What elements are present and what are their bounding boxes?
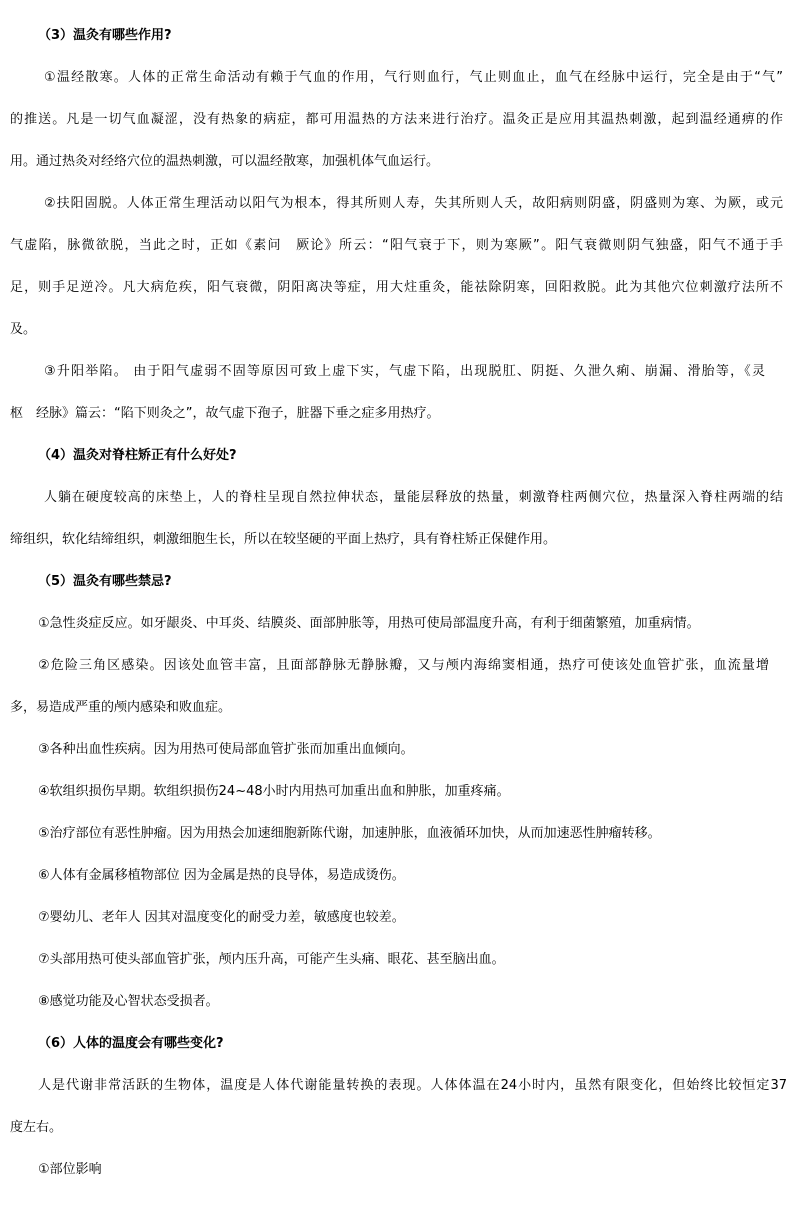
- section-3-p2-line-1: ②扶阳固脱。人体正常生理活动以阳气为根本，得其所则人寿，失其所则人夭，故阳病则阴盛，阴盛则为寒、为厥，或元: [44, 196, 783, 211]
- section-5-heading: （5）温灸有哪些禁忌?: [38, 574, 172, 589]
- section-6-p1-line-1: 人是代谢非常活跃的生物体，温度是人体代谢能量转换的表现。人体体温在24小时内，虽然有限变化，但始终比较恒定37: [38, 1078, 787, 1093]
- section-3-p2-line-2: 气虚陷，脉微欲脱，当此之时，正如《素问 厥论》所云：“阳气衰于下，则为寒厥”。阳气衰微则阴气独盛，阳气不通于手: [10, 238, 783, 253]
- contraindication-item: ③各种出血性疾病。因为用热可使局部血管扩张而加重出血倾向。: [38, 742, 414, 757]
- section-4-p1-line-2: 缔组织，软化结缔组织，刺激细胞生长，所以在较坚硬的平面上热疗，具有脊柱矫正保健作用。: [10, 532, 557, 547]
- contraindication-item: ⑤治疗部位有恶性肿瘤。因为用热会加速细胞新陈代谢，加速肿胀，血液循环加快，从而加速恶性肿瘤转移。: [38, 826, 661, 841]
- section-4-p1-line-1: 人躺在硬度较高的床垫上，人的脊柱呈现自然拉伸状态，量能层释放的热量，刺激脊柱两侧穴位，热量深入脊柱两端的结: [44, 490, 783, 505]
- section-3-p2-line-3: 足，则手足逆冷。凡大病危疾，阳气衰微，阴阳离决等症，用大炷重灸，能祛除阴寒，回阳救脱。此为其他穴位刺激疗法所不: [10, 280, 783, 295]
- section-3-p1-line-3: 用。通过热灸对经络穴位的温热刺激，可以温经散寒，加强机体气血运行。: [10, 154, 440, 169]
- section-3-p3-line-2: 枢 经脉》篇云：“陷下则灸之”，故气虚下孢子，脏器下垂之症多用热疗。: [10, 406, 440, 421]
- contraindication-item: ⑦婴幼儿、老年人 因其对温度变化的耐受力差，敏感度也较差。: [38, 910, 405, 925]
- section-3-p3-line-1: ③升阳举陷。 由于阳气虚弱不固等原因可致上虚下实，气虚下陷，出现脱肛、阴挺、久泄久痢、崩漏、滑胎等，《灵: [44, 364, 765, 379]
- contraindication-item-continued: 多，易造成严重的颅内感染和败血症。: [10, 700, 232, 715]
- section-3-p1-line-1: ①温经散寒。人体的正常生命活动有赖于气血的作用，气行则血行，气止则血止，血气在经脉中运行，完全是由于“气”: [44, 70, 783, 85]
- section-4-heading: （4）温灸对脊柱矫正有什么好处?: [38, 448, 237, 463]
- section-3-p1-line-2: 的推送。凡是一切气血凝涩，没有热象的病症，都可用温热的方法来进行治疗。温灸正是应用其温热刺激，起到温经通痹的作: [10, 112, 783, 127]
- contraindication-item: ⑦头部用热可使头部血管扩张，颅内压升高，可能产生头痛、眼花、甚至脑出血。: [38, 952, 505, 967]
- section-6-heading: （6）人体的温度会有哪些变化?: [38, 1036, 224, 1051]
- section-3-p2-line-4: 及。: [10, 322, 37, 337]
- contraindication-item: ④软组织损伤早期。软组织损伤24~48小时内用热可加重出血和肿胀，加重疼痛。: [38, 784, 510, 799]
- section-6-p2: ①部位影响: [38, 1162, 102, 1177]
- section-3-heading: （3）温灸有哪些作用?: [38, 28, 172, 43]
- contraindication-item: ⑧感觉功能及心智状态受损者。: [38, 994, 219, 1009]
- contraindication-item: ⑥人体有金属移植物部位 因为金属是热的良导体，易造成烫伤。: [38, 868, 405, 883]
- contraindication-item: ②危险三角区感染。因该处血管丰富，且面部静脉无静脉瓣，又与颅内海绵窦相通，热疗可使该处血管扩张，血流量增: [38, 658, 769, 673]
- section-6-p1-line-2: 度左右。: [10, 1120, 63, 1135]
- contraindication-item: ①急性炎症反应。如牙龈炎、中耳炎、结膜炎、面部肿胀等，用热可使局部温度升高，有利于细菌繁殖，加重病情。: [38, 616, 700, 631]
